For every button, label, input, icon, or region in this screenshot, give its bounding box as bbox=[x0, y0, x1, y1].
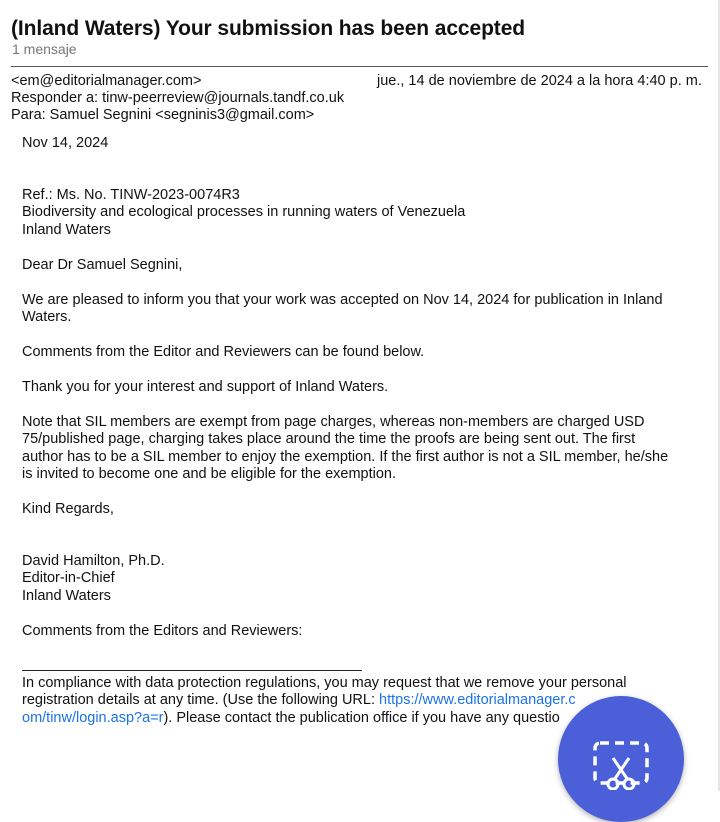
paragraph-comments bbox=[22, 344, 702, 361]
header-divider bbox=[11, 66, 708, 67]
comments-heading-text: Comments from the Editors and Reviewers: bbox=[22, 623, 303, 639]
paragraph-line: 75/published page, charging takes place around the time the proofs are being sent out. The first bbox=[22, 431, 636, 448]
reference-block bbox=[22, 187, 702, 239]
ref-title: Biodiversity and ecological processes in running waters of Venezuela bbox=[22, 204, 466, 221]
paragraph-line: Comments from the Editor and Reviewers can be found below. bbox=[22, 344, 425, 360]
footer-divider bbox=[22, 670, 362, 671]
date-line: Nov 14, 2024 bbox=[22, 135, 109, 151]
paragraph-sil bbox=[22, 414, 702, 483]
paragraph-acceptance bbox=[22, 292, 702, 327]
paragraph-line: Note that SIL members are exempt from page charges, whereas non-members are charged USD bbox=[22, 414, 645, 430]
greeting bbox=[22, 257, 702, 274]
reply-to: Responder a: tinw-peerreview@journals.tandf.co.uk bbox=[11, 90, 345, 106]
paragraph-line: Thank you for your interest and support of Inland Waters. bbox=[22, 379, 389, 395]
ref-line: Ref.: Ms. No. TINW-2023-0074R3 bbox=[22, 187, 240, 203]
signature bbox=[22, 553, 702, 605]
footer-line: In compliance with data protection regulations, you may request that we remove your personal bbox=[22, 675, 627, 691]
comments-heading bbox=[22, 623, 702, 640]
paragraph-line: author has to be a SIL member to enjoy the exemption. If the first author is not a SIL member, he/she bbox=[22, 448, 669, 465]
greeting-text: Dear Dr Samuel Segnini, bbox=[22, 257, 183, 273]
sender-address[interactable]: <em@editorialmanager.com> bbox=[11, 73, 202, 89]
email-date: jue., 14 de noviembre de 2024 a la hora 4:40 p. m. bbox=[377, 73, 702, 89]
login-link-continued[interactable]: om/tinw/login.asp?a=r bbox=[22, 709, 164, 726]
footer-text: registration details at any time. (Use the following URL: bbox=[22, 692, 380, 709]
screenshot-capture-button[interactable] bbox=[558, 696, 684, 822]
paragraph-line: Waters. bbox=[22, 309, 72, 326]
paragraph-thanks bbox=[22, 379, 702, 396]
recipient: Para: Samuel Segnini <segninis3@gmail.com> bbox=[11, 107, 315, 123]
login-link[interactable]: https://www.editorialmanager.c bbox=[379, 692, 576, 709]
ref-journal: Inland Waters bbox=[22, 221, 111, 238]
paragraph-line: is invited to become one and be eligible for the exemption. bbox=[22, 465, 397, 482]
email-subject: (Inland Waters) Your submission has been accepted bbox=[11, 17, 525, 40]
body-date bbox=[22, 135, 702, 152]
paragraph-line: We are pleased to inform you that your work was accepted on Nov 14, 2024 for publication in Inland bbox=[22, 292, 663, 308]
signature-journal: Inland Waters bbox=[22, 587, 111, 604]
scissors-select-icon bbox=[592, 740, 650, 790]
signature-name: David Hamilton, Ph.D. bbox=[22, 553, 165, 569]
message-count: 1 mensaje bbox=[12, 41, 77, 57]
closing bbox=[22, 501, 702, 518]
footer-text: ). Please contact the publication office if you have any questio bbox=[163, 709, 560, 726]
signature-title: Editor-in-Chief bbox=[22, 570, 115, 587]
closing-text: Kind Regards, bbox=[22, 501, 114, 517]
